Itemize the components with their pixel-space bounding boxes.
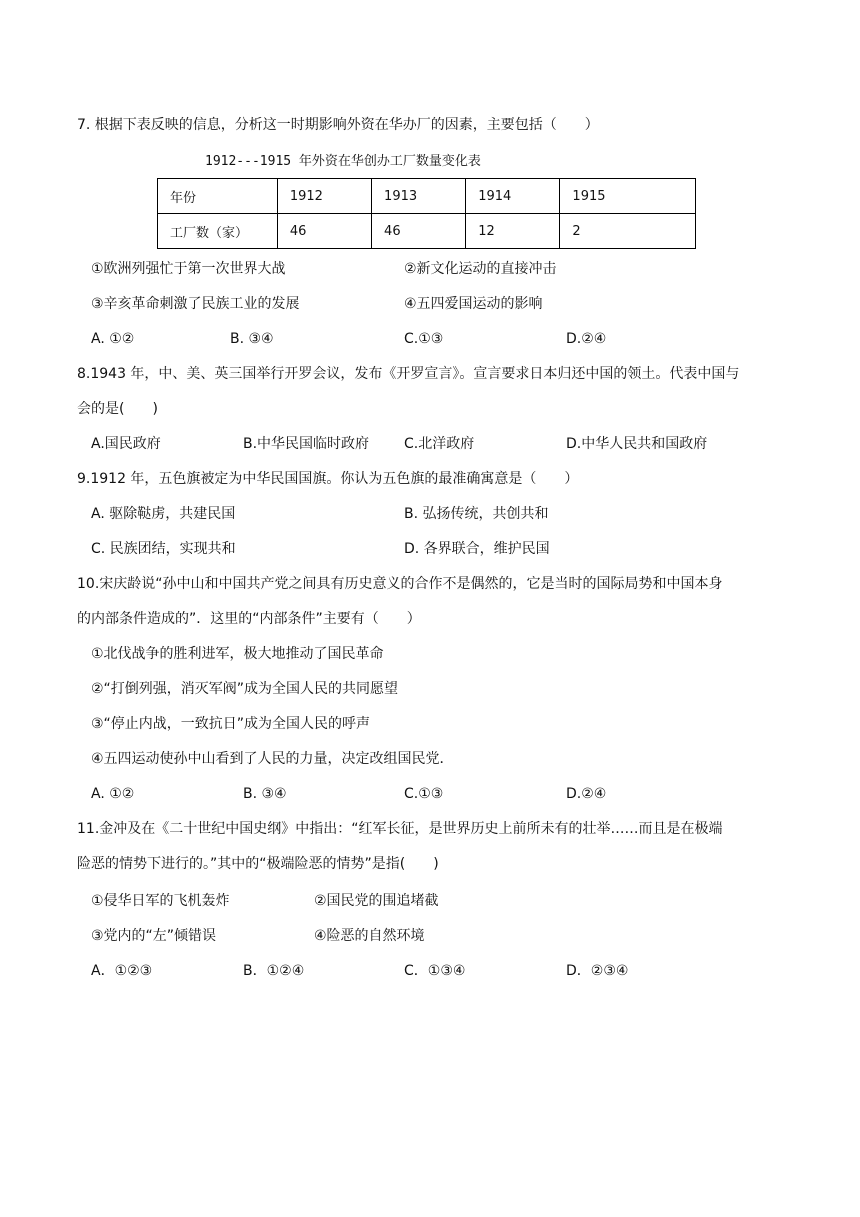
table-cell: 年份 (158, 179, 278, 214)
q11-choice-b[interactable]: B．①②④ (243, 963, 305, 979)
table-cell: 1912 (277, 179, 371, 214)
q7-item-3: ③辛亥革命刺激了民族工业的发展 (91, 296, 300, 312)
q10-choice-c[interactable]: C.①③ (404, 786, 444, 802)
q10-item-3: ③“停止内战，一致抗日”成为全国人民的呼声 (91, 716, 371, 732)
q9-choice-b[interactable]: B. 弘扬传统，共创共和 (404, 506, 549, 522)
q11-choice-d[interactable]: D．②③④ (566, 963, 629, 979)
q11-item-2: ②国民党的围追堵截 (314, 893, 439, 909)
q9-choice-a[interactable]: A. 驱除鞑虏，共建民国 (91, 506, 236, 522)
table-caption: 1912---1915 年外资在华创办工厂数量变化表 (205, 154, 481, 169)
question-10-stem-line-1: 10.宋庆龄说“孙中山和中国共产党之间具有历史意义的合作不是偶然的，它是当时的国际局势和中国本身 (77, 576, 723, 592)
table-cell: 1914 (466, 179, 560, 214)
question-10-stem-line-2: 的内部条件造成的”．这里的“内部条件”主要有（ ） (77, 611, 421, 627)
q8-choice-a[interactable]: A.国民政府 (91, 436, 161, 452)
q9-choice-d[interactable]: D. 各界联合，维护民国 (404, 541, 550, 557)
question-11-stem-line-2: 险恶的情势下进行的。”其中的“极端险恶的情势”是指( ) (77, 856, 439, 872)
question-8-stem-line-1: 8.1943 年，中、美、英三国举行开罗会议，发布《开罗宣言》。宣言要求日本归还中国的领土。代表中国与 (77, 366, 740, 382)
table-cell: 2 (560, 214, 696, 249)
table-row (158, 179, 696, 214)
q11-item-1: ①侵华日军的飞机轰炸 (91, 893, 230, 909)
factory-count-table (157, 178, 696, 249)
table-cell: 46 (277, 214, 371, 249)
question-7-stem: 7. 根据下表反映的信息，分析这一时期影响外资在华办厂的因素，主要包括（ ） (77, 117, 599, 133)
q10-choice-a[interactable]: A. ①② (91, 786, 135, 802)
table-cell: 46 (372, 214, 466, 249)
q10-item-1: ①北伐战争的胜利进军，极大地推动了国民革命 (91, 646, 384, 662)
q7-item-1: ①欧洲列强忙于第一次世界大战 (91, 261, 286, 277)
q7-choice-c[interactable]: C.①③ (404, 331, 444, 347)
q11-choice-a[interactable]: A．①②③ (91, 963, 153, 979)
q7-item-4: ④五四爱国运动的影响 (404, 296, 543, 312)
q7-choice-a[interactable]: A. ①② (91, 331, 135, 347)
table-cell: 1915 (560, 179, 696, 214)
q8-choice-d[interactable]: D.中华人民共和国政府 (566, 436, 708, 452)
q7-choice-b[interactable]: B. ③④ (230, 331, 274, 347)
q9-choice-c[interactable]: C. 民族团结，实现共和 (91, 541, 236, 557)
q11-item-3: ③党内的“左”倾错误 (91, 928, 217, 944)
question-9-stem: 9.1912 年，五色旗被定为中华民国国旗。你认为五色旗的最准确寓意是（ ） (77, 471, 579, 487)
question-11-stem-line-1: 11.金冲及在《二十世纪中国史纲》中指出：“红军长征，是世界历史上前所未有的壮举……而且是在极端 (77, 821, 723, 837)
q11-item-4: ④险恶的自然环境 (314, 928, 425, 944)
question-8-stem-line-2: 会的是( ) (77, 401, 158, 417)
q10-item-2: ②“打倒列强，消灭军阀”成为全国人民的共同愿望 (91, 681, 399, 697)
q10-choice-d[interactable]: D.②④ (566, 786, 607, 802)
table-cell: 1913 (372, 179, 466, 214)
q10-choice-b[interactable]: B. ③④ (243, 786, 287, 802)
q8-choice-b[interactable]: B.中华民国临时政府 (243, 436, 370, 452)
table-cell: 工厂数（家） (158, 214, 278, 249)
q10-item-4: ④五四运动使孙中山看到了人民的力量，决定改组国民党． (91, 751, 454, 767)
table-cell: 12 (466, 214, 560, 249)
q8-choice-c[interactable]: C.北洋政府 (404, 436, 475, 452)
q7-item-2: ②新文化运动的直接冲击 (404, 261, 557, 277)
q7-choice-d[interactable]: D.②④ (566, 331, 607, 347)
table-row (158, 214, 696, 249)
q11-choice-c[interactable]: C．①③④ (404, 963, 466, 979)
